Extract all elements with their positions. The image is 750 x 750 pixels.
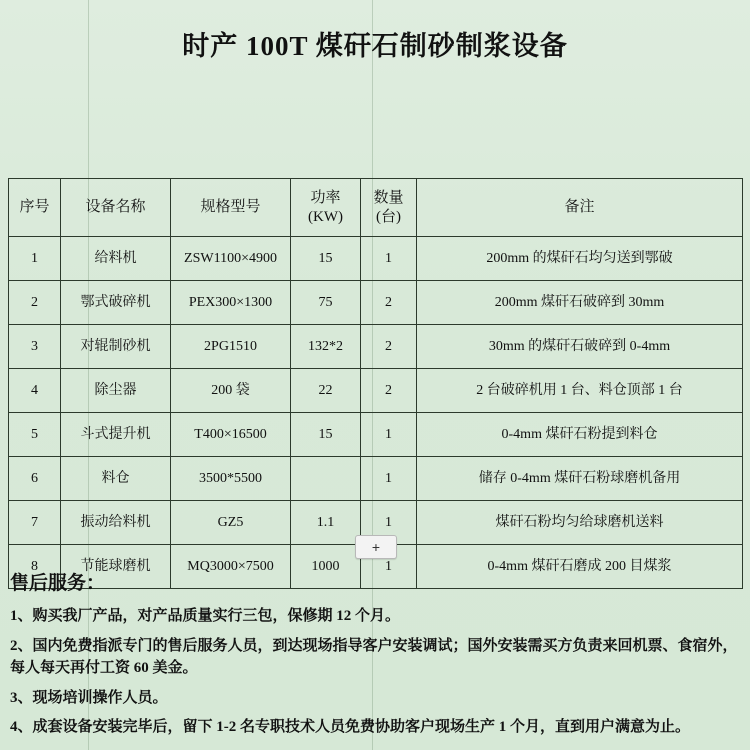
cell-name: 节能球磨机 [61,545,171,589]
cell-qty: 2 [361,369,417,413]
column-header-qty-line2: (台) [376,208,401,225]
cell-remark: 200mm 煤矸石破碎到 30mm [417,281,743,325]
column-header-power-line2: (KW) [308,208,343,225]
table-row [9,325,743,369]
column-header-model: 规格型号 [171,179,291,237]
equipment-table [8,178,743,589]
cell-qty: 1 [361,457,417,501]
cell-model: 2PG1510 [171,325,291,369]
cell-name: 除尘器 [61,369,171,413]
table-row [9,281,743,325]
table-row [9,457,743,501]
service-item: 1、购买我厂产品，对产品质量实行三包，保修期 12 个月。 [10,608,401,624]
after-sales-service-section [10,568,740,746]
cell-remark: 煤矸石粉均匀给球磨机送料 [417,501,743,545]
cell-model: 3500*5500 [171,457,291,501]
cell-model: 200 袋 [171,369,291,413]
service-item: 2、国内免费指派专门的售后服务人员，到达现场指导客户安装调试；国外安装需买方负责来回机票、食宿外，每人每天再付工资 60 美金。 [10,637,738,676]
cell-name: 振动给料机 [61,501,171,545]
cell-model: MQ3000×7500 [171,545,291,589]
cell-remark: 200mm 的煤矸石均匀送到鄂破 [417,237,743,281]
table-header-row [9,179,743,237]
cell-name: 料仓 [61,457,171,501]
cell-remark: 0-4mm 煤矸石粉提到料仓 [417,413,743,457]
cell-remark: 0-4mm 煤矸石磨成 200 目煤浆 [417,545,743,589]
cell-no: 7 [9,501,61,545]
cell-power: 22 [291,369,361,413]
cell-no: 2 [9,281,61,325]
cell-power: 75 [291,281,361,325]
cell-model: ZSW1100×4900 [171,237,291,281]
cell-remark: 2 台破碎机用 1 台、料仓顶部 1 台 [417,369,743,413]
add-row-button[interactable]: + [355,535,397,559]
cell-model: PEX300×1300 [171,281,291,325]
cell-qty: 1 [361,501,417,545]
cell-name: 对辊制砂机 [61,325,171,369]
column-header-power [291,179,361,237]
cell-no: 6 [9,457,61,501]
service-item: 4、成套设备安装完毕后，留下 1-2 名专职技术人员免费协助客户现场生产 1 个月，直到用户满意为止。 [10,719,690,735]
cell-power: 1.1 [291,501,361,545]
cell-name: 斗式提升机 [61,413,171,457]
cell-power [291,457,361,501]
column-header-qty [361,179,417,237]
cell-qty: 2 [361,281,417,325]
cell-no: 5 [9,413,61,457]
after-sales-heading: 售后服务： [10,573,106,594]
table-row [9,369,743,413]
page-title: 时产 100T 煤矸石制砂制浆设备 [182,31,568,61]
cell-qty: 2 [361,325,417,369]
cell-power: 1000 [291,545,361,589]
column-header-no: 序号 [9,179,61,237]
cell-power: 15 [291,237,361,281]
table-row [9,413,743,457]
cell-no: 1 [9,237,61,281]
cell-qty: 1 [361,237,417,281]
cell-model: GZ5 [171,501,291,545]
equipment-table-wrapper [8,178,742,589]
cell-no: 3 [9,325,61,369]
cell-name: 给料机 [61,237,171,281]
column-header-qty-line1: 数量 [373,189,404,206]
cell-model: T400×16500 [171,413,291,457]
cell-qty: 1 [361,413,417,457]
cell-power: 15 [291,413,361,457]
cell-no: 4 [9,369,61,413]
cell-name: 鄂式破碎机 [61,281,171,325]
column-header-power-line1: 功率 [310,189,341,206]
service-item: 3、现场培训操作人员。 [10,689,168,706]
table-row [9,237,743,281]
column-header-name: 设备名称 [61,179,171,237]
cell-power: 132*2 [291,325,361,369]
cell-remark: 储存 0-4mm 煤矸石粉球磨机备用 [417,457,743,501]
cell-no: 8 [9,545,61,589]
cell-remark: 30mm 的煤矸石破碎到 0-4mm [417,325,743,369]
cell-qty: 1 [361,545,417,589]
table-head [9,179,743,237]
column-header-remark: 备注 [417,179,743,237]
